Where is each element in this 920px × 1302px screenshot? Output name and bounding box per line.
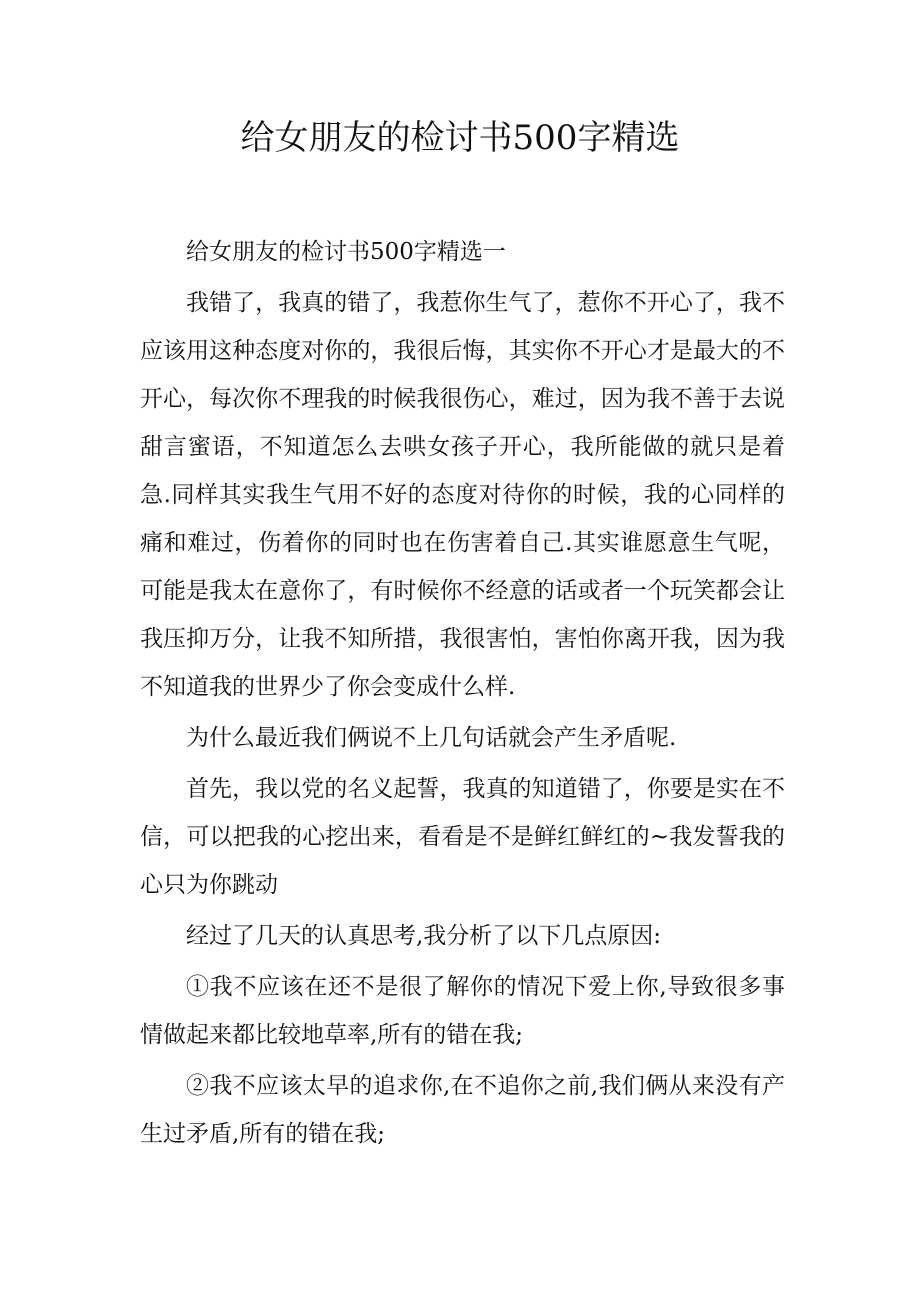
paragraph: ②我不应该太早的追求你,在不追你之前,我们俩从来没有产生过矛盾,所有的错在我; bbox=[140, 1073, 785, 1147]
document-title: 给女朋友的检讨书500字精选 bbox=[240, 118, 680, 158]
section-heading: 给女朋友的检讨书500字精选一 bbox=[186, 239, 506, 265]
document-body bbox=[140, 228, 785, 1158]
paragraph: 经过了几天的认真思考,我分析了以下几点原因: bbox=[186, 923, 662, 949]
paragraph: 首先，我以党的名义起誓，我真的知道错了，你要是实在不信，可以把我的心挖出来，看看是不是鲜红鲜红的~我发誓我的心只为你跳动 bbox=[140, 776, 785, 898]
paragraph: ①我不应该在还不是很了解你的情况下爱上你,导致很多事情做起来都比较地草率,所有的错在我; bbox=[140, 974, 785, 1048]
paragraph: 为什么最近我们俩说不上几句话就会产生矛盾呢. bbox=[186, 725, 677, 751]
paragraph: 我错了，我真的错了，我惹你生气了，惹你不开心了，我不应该用这种态度对你的，我很后悔，其实你不开心才是最大的不开心，每次你不理我的时候我很伤心，难过，因为我不善于去说甜言蜜语，不知道怎么去哄女孩子开心，我所能做的就只是着急.同样其实我生气用不好的态度对待你的时候，我的心同样的痛和难过，伤着你的同时也在伤害着自己.其实谁愿意生气呢，可能是我太在意你了，有时候你不经意的话或者一个玩笑都会让我压抑万分，让我不知所措，我很害怕，害怕你离开我，因为我不知道我的世界少了你会变成什么样. bbox=[140, 290, 785, 700]
